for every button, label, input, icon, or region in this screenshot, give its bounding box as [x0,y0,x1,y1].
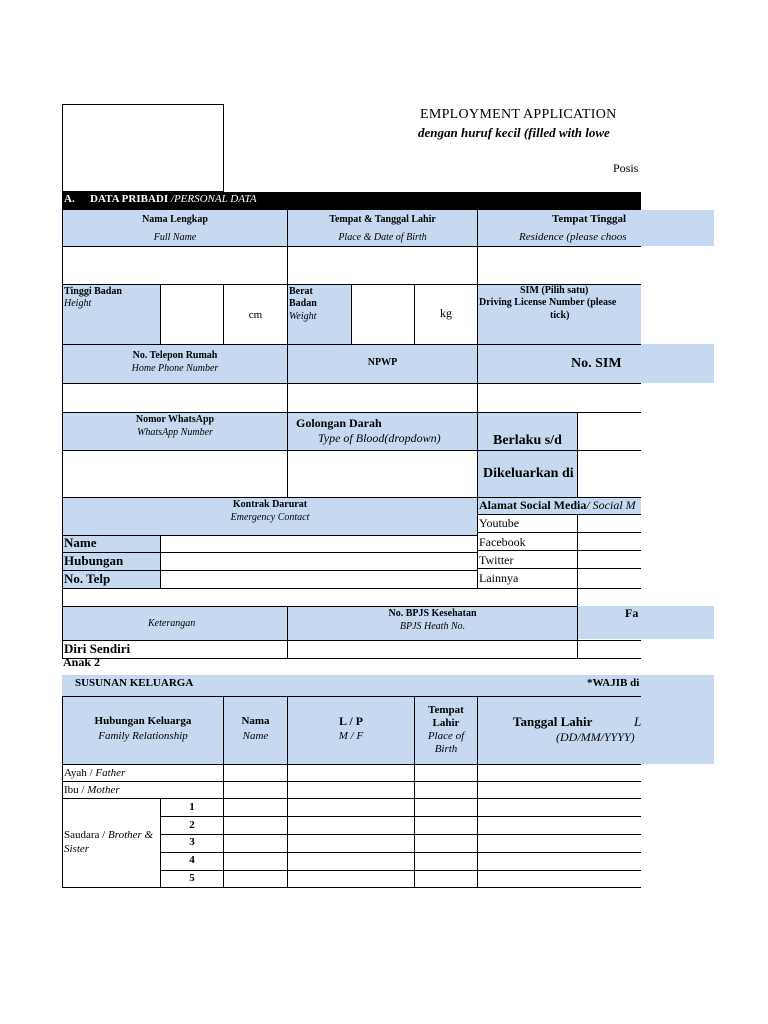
bpjs-number-header: No. BPJS Kesehatan BPJS Heath No. [287,606,578,641]
family-mother-pob[interactable] [414,781,478,799]
bpjs-fa-label: Fa [625,606,639,620]
blood-type-select[interactable] [287,450,478,498]
sim-label-cell: SIM (Pilih satu) Driving License Number (please tick) [477,284,641,345]
bpjs-self-input[interactable] [287,640,578,659]
social-other-input[interactable] [577,568,641,589]
bpjs-remarks-header: Keterangan [62,606,288,641]
sibling-number-4: 4 [160,852,224,871]
height-label-cell: Tinggi Badan Height [62,284,161,345]
full-name-input[interactable] [62,246,288,285]
form-title: EMPLOYMENT APPLICATION [420,107,617,122]
sibling-2-name[interactable] [223,816,288,835]
social-twitter-input[interactable] [577,550,641,569]
social-facebook-input[interactable] [577,532,641,551]
sim-number-header: No. SIM [477,344,641,384]
section-a-number: A. [64,193,75,205]
social-other-label: Lainnya [477,568,578,589]
sibling-number-3: 3 [160,834,224,853]
emergency-phone-input[interactable] [160,570,478,589]
family-note: *WAJIB di [587,677,640,689]
social-youtube-input[interactable] [577,514,641,533]
npwp-input[interactable] [287,383,478,413]
sibling-1-pob[interactable] [414,798,478,817]
residence-input[interactable] [477,246,641,285]
social-youtube-label: Youtube [477,514,578,533]
weight-input[interactable] [351,284,415,345]
birth-input[interactable] [287,246,478,285]
emergency-relation-label: Hubungan [62,552,161,571]
whatsapp-input[interactable] [62,450,288,498]
emergency-contact-header: Kontrak Darurat Emergency Contact [62,497,478,536]
weight-unit-cell: kg [414,284,478,345]
bpjs-self-row-label: Diri Sendiri [62,640,288,659]
height-unit-cell: cm [223,284,288,345]
birth-header: Tempat & Tanggal Lahir Place & Date of Birth [287,209,478,247]
valid-until-input[interactable] [577,412,641,451]
sibling-3-dob[interactable] [477,834,641,853]
issued-in-label: Dikeluarkan di [477,450,578,498]
social-facebook-label: Facebook [477,532,578,551]
family-col-dob: Tanggal Lahir (DD/MM/YYYY) L [477,696,641,765]
sibling-3-pob[interactable] [414,834,478,853]
position-label: Posis [613,161,639,175]
section-a-title-italic: /PERSONAL DATA [170,193,257,205]
emergency-name-input[interactable] [160,535,478,553]
sibling-1-dob[interactable] [477,798,641,817]
family-mother-name[interactable] [223,781,288,799]
sibling-4-sex[interactable] [287,852,415,871]
sibling-1-name[interactable] [223,798,288,817]
section-a-title-bold: DATA PRIBADI [90,193,169,205]
emergency-name-label: Name [62,535,161,553]
family-col-pob: Tempat Lahir Place of Birth [414,696,478,765]
form-subtitle: dengan huruf kecil (filled with lowe [418,125,610,140]
sibling-2-sex[interactable] [287,816,415,835]
npwp-header: NPWP [287,344,478,384]
sibling-1-sex[interactable] [287,798,415,817]
sibling-5-dob[interactable] [477,870,641,888]
bpjs-self-extra[interactable] [577,640,641,659]
social-media-header [477,497,641,515]
social-twitter-label: Twitter [477,550,578,569]
family-father-sex[interactable] [287,764,415,782]
weight-label-cell: Berat Badan Weight [287,284,352,345]
full-name-header: Nama Lengkap Full Name [62,209,288,247]
family-title: SUSUNAN KELUARGA [75,677,194,689]
family-mother-label: Ibu / Mother [62,781,224,799]
sibling-4-name[interactable] [223,852,288,871]
sibling-3-name[interactable] [223,834,288,853]
sibling-2-pob[interactable] [414,816,478,835]
gap-line-left [62,588,63,607]
sibling-5-name[interactable] [223,870,288,888]
sibling-number-2: 2 [160,816,224,835]
sibling-number-5: 5 [160,870,224,888]
valid-until-label: Berlaku s/d [477,412,578,451]
whatsapp-header: Nomor WhatsApp WhatsApp Number [62,412,288,451]
family-mother-dob[interactable] [477,781,641,799]
sibling-4-pob[interactable] [414,852,478,871]
social-media-title: Alamat Social Media [479,498,587,512]
gap-line-right [577,588,578,607]
residence-header: Tempat Tinggal Residence (please choos [477,209,641,247]
emergency-relation-input[interactable] [160,552,478,571]
section-a-bar [62,192,641,209]
emergency-phone-label: No. Telp [62,570,161,589]
family-father-dob[interactable] [477,764,641,782]
family-mother-sex[interactable] [287,781,415,799]
blood-type-header: Golongan Darah Type of Blood(dropdown) [287,412,478,451]
sim-number-input[interactable] [477,383,641,413]
sibling-2-dob[interactable] [477,816,641,835]
section-a-title [90,193,257,206]
family-father-label: Ayah / Father [62,764,224,782]
family-col-name: Nama Name [223,696,288,765]
family-col-sex: L / P M / F [287,696,415,765]
height-input[interactable] [160,284,224,345]
family-father-pob[interactable] [414,764,478,782]
family-col-relation: Hubungan Keluarga Family Relationship [62,696,224,765]
sibling-5-pob[interactable] [414,870,478,888]
sibling-5-sex[interactable] [287,870,415,888]
family-father-name[interactable] [223,764,288,782]
social-media-title-en: / Social M [586,498,636,512]
bpjs-child2-label: Anak 2 [63,655,101,669]
home-phone-input[interactable] [62,383,288,413]
sibling-3-sex[interactable] [287,834,415,853]
family-sibling-label: Saudara / Brother & Sister [62,798,161,888]
home-phone-header: No. Telepon Rumah Home Phone Number [62,344,288,384]
issued-in-input[interactable] [577,450,641,498]
sibling-number-1: 1 [160,798,224,817]
sibling-4-dob[interactable] [477,852,641,871]
photo-box[interactable] [62,104,224,192]
